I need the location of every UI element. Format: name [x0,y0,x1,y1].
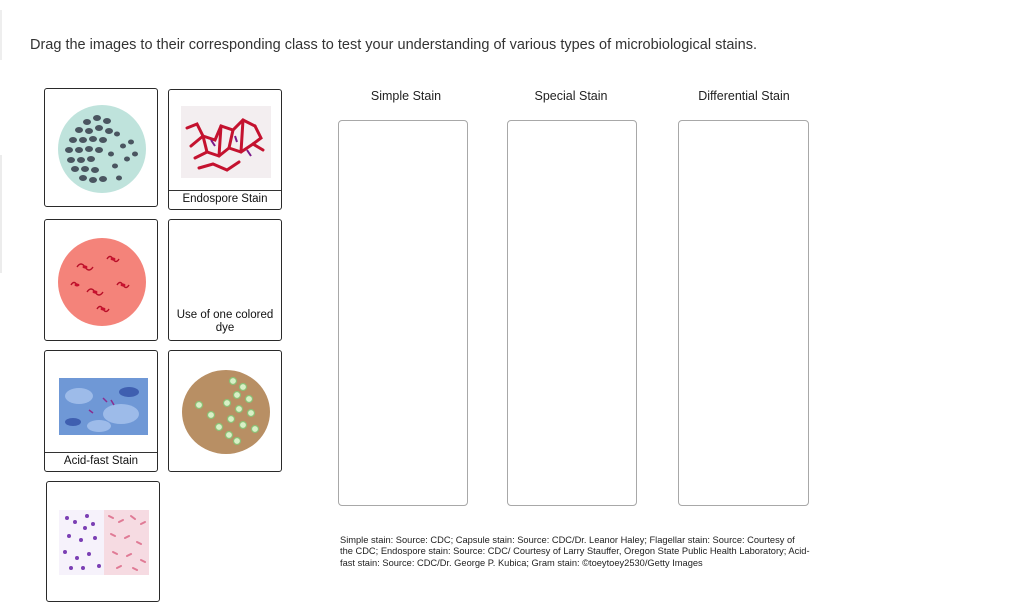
draggable-card-capsule-image[interactable] [44,88,158,207]
flagellar-stain-image [57,237,147,327]
drop-zone-simple-stain[interactable] [338,120,468,506]
drop-zone-differential-stain[interactable] [678,120,809,506]
draggable-card-simple-stain-definition[interactable] [168,219,282,341]
endospore-label: Endospore Stain [169,190,281,209]
column-title-special-stain: Special Stain [534,89,608,103]
draggable-card-acid-fast-stain[interactable] [44,350,158,472]
edge-mark-middle [0,155,2,273]
draggable-card-spore-image[interactable] [168,350,282,472]
acid-fast-label: Acid-fast Stain [45,452,157,471]
draggable-card-gram-stain-image[interactable] [46,481,160,602]
capsule-stain-image [57,104,147,194]
column-title-simple-stain: Simple Stain [370,89,442,103]
left-edge-marks [0,0,4,606]
drop-zone-special-stain[interactable] [507,120,637,506]
image-credits: Simple stain: Source: CDC; Capsule stain: Source: CDC/Dr. Leanor Haley; Flagellar stain: Source: Courtesy of the CDC; Endospore stain: Source: CDC/ Courtesy of Larry Stauffer, Oregon State Public Health Laboratory; Acid-fast stain: Source: CDC/Dr. George P. Kubica; Gram stain: ©toeytoey2530/Getty Images [340,535,810,568]
draggable-card-endospore-stain[interactable] [168,89,282,210]
simple-definition-label: Use of one colored dye [176,309,274,334]
spore-stain-image [181,369,271,455]
draggable-card-flagellar-image[interactable] [44,219,158,341]
gram-stain-image [59,510,149,575]
endospore-stain-image [181,106,271,178]
instructions-text: Drag the images to their corresponding class to test your understanding of various types of microbiological stains. [30,37,757,53]
edge-mark-top [0,10,2,60]
acid-fast-stain-image [59,378,148,435]
column-title-differential-stain: Differential Stain [698,89,790,103]
